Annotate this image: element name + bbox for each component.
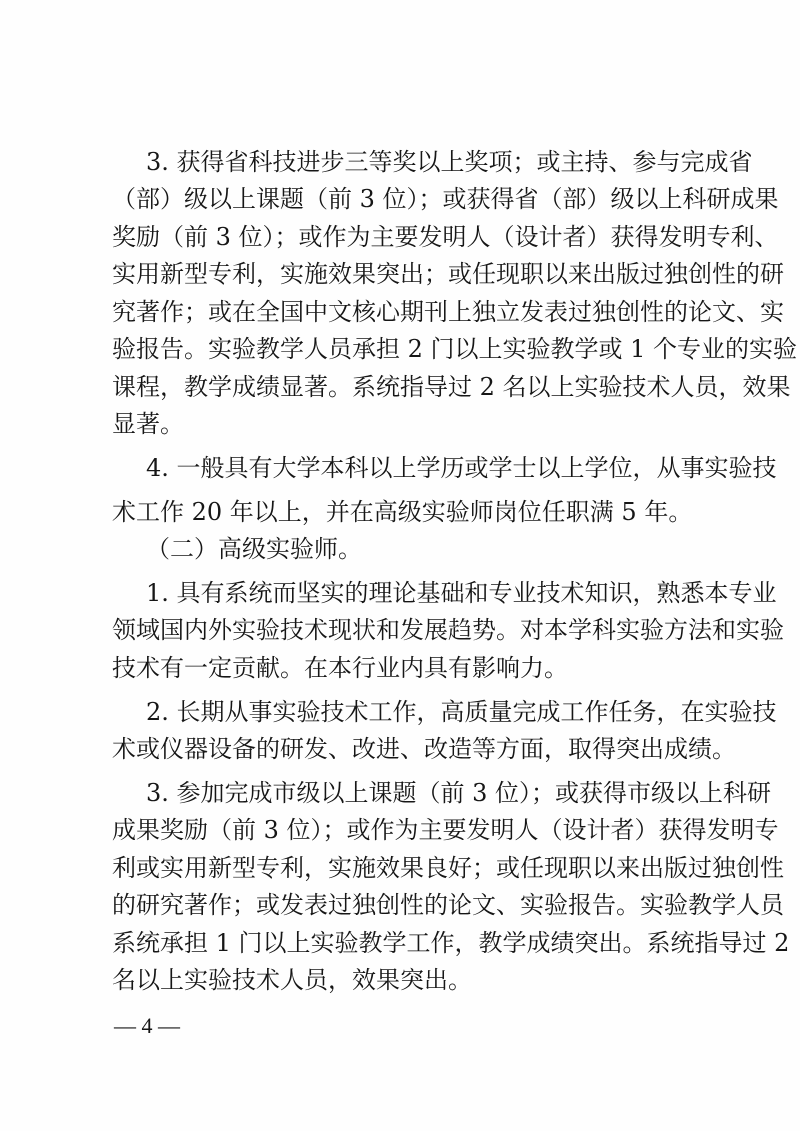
- text-line: 实用新型专利，实施效果突出；或任现职以来出版过独创性的研: [112, 260, 784, 288]
- text-line: 课程，教学成绩显著。系统指导过 2 名以上实验技术人员，效果: [112, 373, 791, 401]
- text-line: 验报告。实验教学人员承担 2 门以上实验教学或 1 个专业的实验: [112, 335, 798, 363]
- text-line: 领域国内外实验技术现状和发展趋势。对本学科实验方法和实验: [112, 616, 784, 644]
- text-line: 3. 获得省科技进步三等奖以上奖项；或主持、参与完成省: [146, 148, 753, 176]
- text-line: 究著作；或在全国中文核心期刊上独立发表过独创性的论文、实: [112, 298, 784, 326]
- text-line: （部）级以上课题（前 3 位）；或获得省（部）级以上科研成果: [112, 185, 779, 213]
- text-line: 1. 具有系统而坚实的理论基础和专业技术知识，熟悉本专业: [146, 579, 777, 607]
- text-line: 系统承担 1 门以上实验教学工作，教学成绩突出。系统指导过 2: [112, 929, 790, 957]
- text-line: 术或仪器设备的研发、改进、改造等方面，取得突出成绩。: [112, 735, 736, 763]
- text-line: 成果奖励（前 3 位）；或作为主要发明人（设计者）获得发明专: [112, 816, 779, 844]
- text-line: 技术有一定贡献。在本行业内具有影响力。: [112, 654, 568, 682]
- page-number: — 4 —: [114, 1013, 180, 1038]
- text-line: 2. 长期从事实验技术工作，高质量完成工作任务，在实验技: [146, 698, 777, 726]
- section-heading: （二）高级实验师。: [146, 535, 362, 563]
- text-line: 3. 参加完成市级以上课题（前 3 位）；或获得市级以上科研: [146, 779, 772, 807]
- text-line: 名以上实验技术人员，效果突出。: [112, 966, 472, 994]
- text-line: 4. 一般具有大学本科以上学历或学士以上学位，从事实验技: [146, 454, 777, 482]
- text-line: 利或实用新型专利，实施效果良好；或任现职以来出版过独创性: [112, 854, 784, 882]
- text-line: 术工作 20 年以上，并在高级实验师岗位任职满 5 年。: [112, 498, 693, 526]
- text-line: 显著。: [112, 410, 184, 438]
- text-line: 的研究著作；或发表过独创性的论文、实验报告。实验教学人员: [112, 891, 784, 919]
- text-line: 奖励（前 3 位）；或作为主要发明人（设计者）获得发明专利、: [112, 223, 779, 251]
